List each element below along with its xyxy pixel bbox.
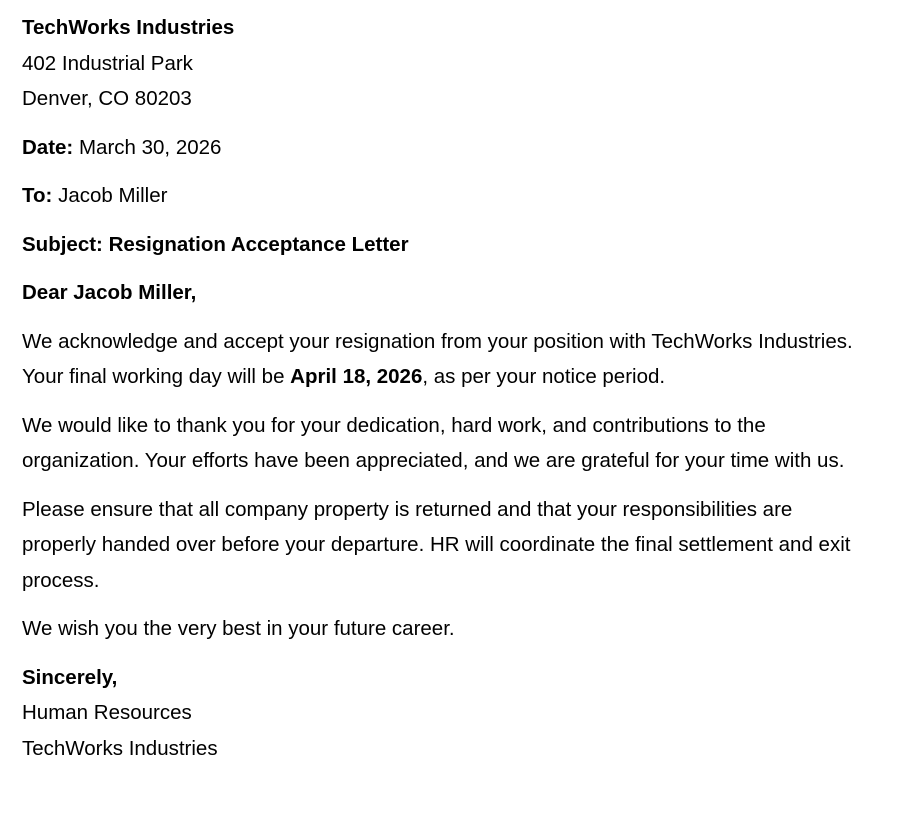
sign-off: Sincerely, [22,665,118,689]
body-paragraph-3: Please ensure that all company property is returned and that your responsibilities are properly handed over before your departure. HR will coordinate the final settlement and exit process. [22,497,851,592]
signer-department: Human Resources [22,701,192,724]
body-paragraph-2: We would like to thank you for your dedication, hard work, and contributions to the organization. Your efforts have been appreciated, and we are grateful for your time with us. [22,413,845,472]
sender-block [22,10,860,117]
body-paragraph-1-text: We acknowledge and accept your resignation from your position with TechWorks Industries. Your final working day will be [22,329,853,388]
sender-address-line2: Denver, CO 80203 [22,87,192,110]
date-value: March 30, 2026 [78,135,222,159]
closing-block [22,660,860,767]
salutation: Dear Jacob Miller, [22,281,197,304]
recipient-name: Jacob Miller [58,184,168,207]
body-paragraph-4: We wish you the very best in your future career. [22,617,455,640]
signer-company: TechWorks Industries [22,736,218,760]
sender-address-line1: 402 Industrial Park [22,51,193,75]
final-working-day: April 18, 2026 [290,365,423,388]
recipient-line [22,178,860,214]
body-paragraph-1 [22,324,860,395]
date-label: Date: [22,135,74,159]
recipient-label: To: [22,184,53,207]
body-paragraph-1-tail: , as per your notice period. [422,365,666,388]
subject-line: Subject: Resignation Acceptance Letter [22,232,409,256]
date-line [22,130,860,166]
sender-company: TechWorks Industries [22,16,235,39]
